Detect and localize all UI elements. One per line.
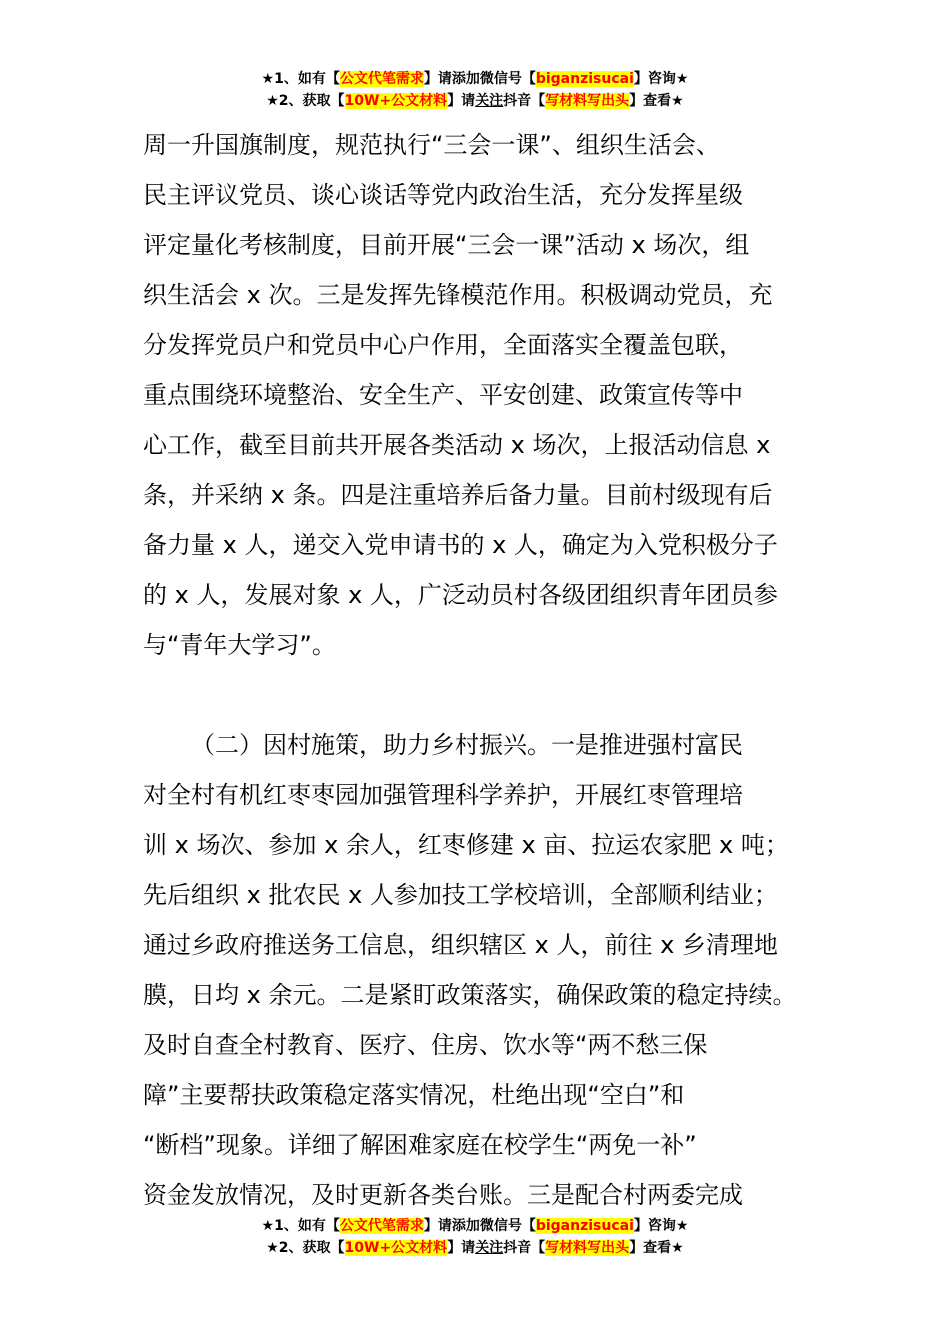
banner-highlight: 公文代笔需求 — [339, 1218, 424, 1234]
banner-line-2 — [0, 90, 950, 112]
text-line: 训 x 场次、参加 x 余人，红枣修建 x 亩、拉运农家肥 x 吨； — [143, 831, 789, 859]
paragraph-spacer — [143, 670, 843, 720]
text-line: 的 x 人，发展对象 x 人，广泛动员村各级团组织青年团员参 — [143, 581, 778, 609]
text-line: 通过乡政府推送务工信息，组织辖区 x 人，前往 x 乡清理地 — [143, 931, 778, 959]
banner-text: 抖音【 — [503, 1240, 546, 1256]
text-line: 周一升国旗制度，规范执行“三会一课”、组织生活会、 — [143, 131, 720, 159]
banner-text: 微信号【 — [479, 71, 536, 87]
document-body — [143, 120, 843, 1220]
text-line: 膜，日均 x 余元。二是紧盯政策落实，确保政策的稳定持续。 — [143, 981, 797, 1009]
banner-text: ★2、获取【 — [266, 1240, 345, 1256]
text-line: 心工作，截至目前共开展各类活动 x 场次，上报活动信息 x — [143, 431, 771, 459]
banner-text: ★1、如有【 — [261, 71, 340, 87]
text-line: 民主评议党员、谈心谈话等党内政治生活，充分发挥星级 — [143, 181, 743, 209]
banner-text: ★1、如有【 — [261, 1218, 340, 1234]
banner-highlight: 公文代笔需求 — [339, 71, 424, 87]
text-line: 评定量化考核制度，目前开展“三会一课”活动 x 场次，组 — [143, 231, 750, 259]
text-line: 先后组织 x 批农民 x 人参加技工学校培训，全部顺利结业； — [143, 881, 778, 909]
banner-emphasis: 添加 — [451, 71, 480, 87]
text-line: 织生活会 x 次。三是发挥先锋模范作用。积极调动党员，充 — [143, 281, 773, 309]
text-line: 及时自查全村教育、医疗、住房、饮水等“两不愁三保 — [143, 1031, 708, 1059]
banner-text: ★2、获取【 — [266, 93, 345, 109]
text-line: （二）因村施策，助力乡村振兴。一是推进强村富民 — [191, 731, 743, 759]
text-line: 条，并采纳 x 条。四是注重培养后备力量。目前村级现有后 — [143, 481, 773, 509]
banner-text: 】咨询★ — [633, 1218, 689, 1234]
text-line: 与“青年大学习”。 — [143, 631, 336, 659]
banner-line-1 — [0, 1215, 950, 1237]
text-line: “断档”现象。详细了解困难家庭在校学生“两免一补” — [143, 1131, 697, 1159]
banner-text: 】查看★ — [629, 1240, 684, 1256]
banner-text: 】请 — [423, 71, 452, 87]
banner-emphasis: 关注 — [475, 93, 504, 109]
header-banner — [0, 68, 950, 112]
text-line: 备力量 x 人，递交入党申请书的 x 人，确定为入党积极分子 — [143, 531, 778, 559]
banner-highlight: 写材料写出头 — [545, 93, 630, 109]
banner-highlight: 10W+公文材料 — [344, 93, 448, 109]
text-line: 分发挥党员户和党员中心户作用，全面落实全覆盖包联， — [143, 331, 743, 359]
banner-text: 】请 — [447, 1240, 476, 1256]
banner-line-1 — [0, 68, 950, 90]
banner-highlight: 写材料写出头 — [545, 1240, 630, 1256]
banner-highlight: 10W+公文材料 — [344, 1240, 448, 1256]
paragraph-2 — [143, 720, 843, 1220]
text-line: 对全村有机红枣枣园加强管理科学养护，开展红枣管理培 — [143, 781, 743, 809]
banner-text: 】请 — [423, 1218, 452, 1234]
banner-highlight: biganzisucai — [535, 71, 634, 87]
banner-emphasis: 关注 — [475, 1240, 504, 1256]
footer-banner — [0, 1215, 950, 1259]
paragraph-1 — [143, 120, 843, 670]
banner-highlight: biganzisucai — [535, 1218, 634, 1234]
banner-text: 】请 — [447, 93, 476, 109]
banner-text: 】咨询★ — [633, 71, 689, 87]
banner-line-2 — [0, 1237, 950, 1259]
banner-text: 微信号【 — [479, 1218, 536, 1234]
banner-emphasis: 添加 — [451, 1218, 480, 1234]
text-line: 资金发放情况，及时更新各类台账。三是配合村两委完成 — [143, 1181, 743, 1209]
text-line: 重点围绕环境整治、安全生产、平安创建、政策宣传等中 — [143, 381, 743, 409]
text-line: 障”主要帮扶政策稳定落实情况，杜绝出现“空白”和 — [143, 1081, 685, 1109]
banner-text: 抖音【 — [503, 93, 546, 109]
banner-text: 】查看★ — [629, 93, 684, 109]
